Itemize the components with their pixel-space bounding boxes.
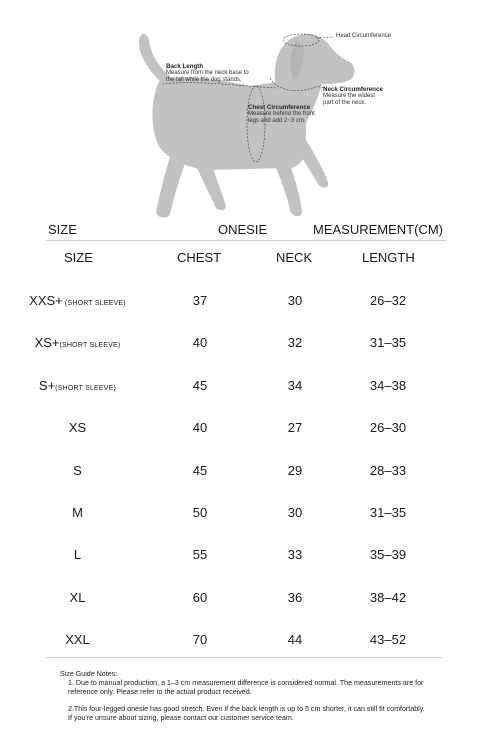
neck-annotation-title: Neck Circumference bbox=[323, 86, 383, 93]
chest-annotation-line-1: Measure behind the front bbox=[248, 111, 315, 117]
column-headers bbox=[0, 250, 480, 268]
chest-annotation-line-2: legs and add 2~3 cm. bbox=[248, 118, 306, 124]
column-size: SIZE bbox=[64, 250, 93, 265]
row-neck: 44 bbox=[287, 632, 303, 648]
row-length: 31–35 bbox=[369, 504, 407, 520]
row-chest: 40 bbox=[192, 335, 208, 351]
neck-annotation-line-2: part of the neck. bbox=[323, 100, 367, 106]
column-chest: CHEST bbox=[177, 250, 222, 265]
size-guide-notes bbox=[60, 670, 430, 723]
table-row bbox=[0, 406, 480, 448]
row-neck: 33 bbox=[287, 547, 303, 563]
header-measurement: MEASUREMENT(CM) bbox=[313, 222, 443, 237]
table-row bbox=[0, 364, 480, 406]
table-row bbox=[0, 449, 480, 491]
table-row bbox=[0, 491, 480, 533]
table-row bbox=[0, 279, 480, 321]
row-chest: 37 bbox=[192, 293, 208, 308]
row-length: 28–33 bbox=[369, 462, 407, 478]
row-length: 43–52 bbox=[369, 632, 407, 648]
chest-annotation-title: Chest Circumference bbox=[248, 104, 311, 111]
header-product: ONESIE bbox=[218, 222, 268, 237]
table-row bbox=[0, 533, 480, 575]
header-size: SIZE bbox=[48, 222, 77, 237]
row-size: S bbox=[73, 462, 82, 478]
row-size: XXS+ (SHORT SLEEVE) bbox=[29, 293, 126, 308]
row-length: 26–32 bbox=[369, 293, 407, 308]
row-neck: 30 bbox=[287, 293, 303, 308]
neck-annotation bbox=[323, 86, 383, 107]
neck-annotation-line-1: Measure the widest bbox=[323, 93, 376, 99]
row-neck: 29 bbox=[287, 462, 303, 478]
measurement-diagram bbox=[0, 0, 480, 222]
row-neck: 30 bbox=[287, 504, 303, 520]
row-chest: 40 bbox=[192, 420, 208, 436]
row-chest: 45 bbox=[192, 462, 208, 478]
row-chest: 50 bbox=[192, 504, 208, 520]
header-divider bbox=[46, 240, 446, 241]
head-annotation-title: Head Circumference bbox=[336, 33, 392, 39]
row-chest: 70 bbox=[192, 632, 208, 648]
row-length: 26–30 bbox=[369, 420, 407, 436]
back-annotation-line-1: Measure from the neck base to bbox=[166, 70, 249, 76]
dog-silhouette-icon bbox=[0, 0, 480, 222]
table-row bbox=[0, 618, 480, 660]
row-length: 34–38 bbox=[369, 377, 407, 393]
row-size: S+(SHORT SLEEVE) bbox=[38, 377, 117, 393]
row-size: L bbox=[73, 547, 82, 563]
back-annotation-title: Back Length bbox=[166, 63, 204, 70]
row-neck: 36 bbox=[287, 589, 303, 605]
size-table bbox=[0, 279, 480, 661]
table-header-row bbox=[0, 222, 480, 240]
row-size: XXL bbox=[65, 632, 90, 648]
back-annotation bbox=[166, 63, 249, 84]
row-length: 35–39 bbox=[369, 547, 407, 563]
notes-divider bbox=[46, 657, 442, 658]
head-annotation bbox=[336, 33, 391, 40]
back-annotation-line-2: the tail while the dog stands. bbox=[166, 77, 242, 83]
note-2: 2.This four-legged onesie has good stretch. Even if the back length is up to 5 cm shorter, it can still fit comfortably. If you're unsure about sizing, please contact our customer service team. bbox=[68, 705, 425, 722]
row-size: XS+(SHORT SLEEVE) bbox=[34, 335, 121, 351]
row-size: M bbox=[72, 504, 83, 520]
row-size: XS bbox=[68, 420, 87, 436]
column-length: LENGTH bbox=[362, 250, 415, 265]
row-chest: 45 bbox=[192, 377, 208, 393]
row-chest: 55 bbox=[192, 547, 208, 563]
table-row bbox=[0, 321, 480, 363]
table-row bbox=[0, 576, 480, 618]
column-neck: NECK bbox=[276, 250, 313, 265]
row-chest: 60 bbox=[192, 589, 208, 605]
row-length: 31–35 bbox=[369, 335, 407, 351]
row-neck: 32 bbox=[287, 335, 303, 351]
note-1: 1. Due to manual production, a 1–3 cm measurement difference is considered normal. The measurements are for reference only. Please refer to the actual product received. bbox=[68, 679, 424, 696]
row-length: 38–42 bbox=[369, 589, 407, 605]
row-neck: 27 bbox=[287, 420, 303, 436]
notes-title: Size Guide Notes: bbox=[60, 670, 118, 678]
row-neck: 34 bbox=[287, 377, 303, 393]
row-size: XL bbox=[69, 589, 86, 605]
chest-annotation bbox=[248, 104, 315, 125]
